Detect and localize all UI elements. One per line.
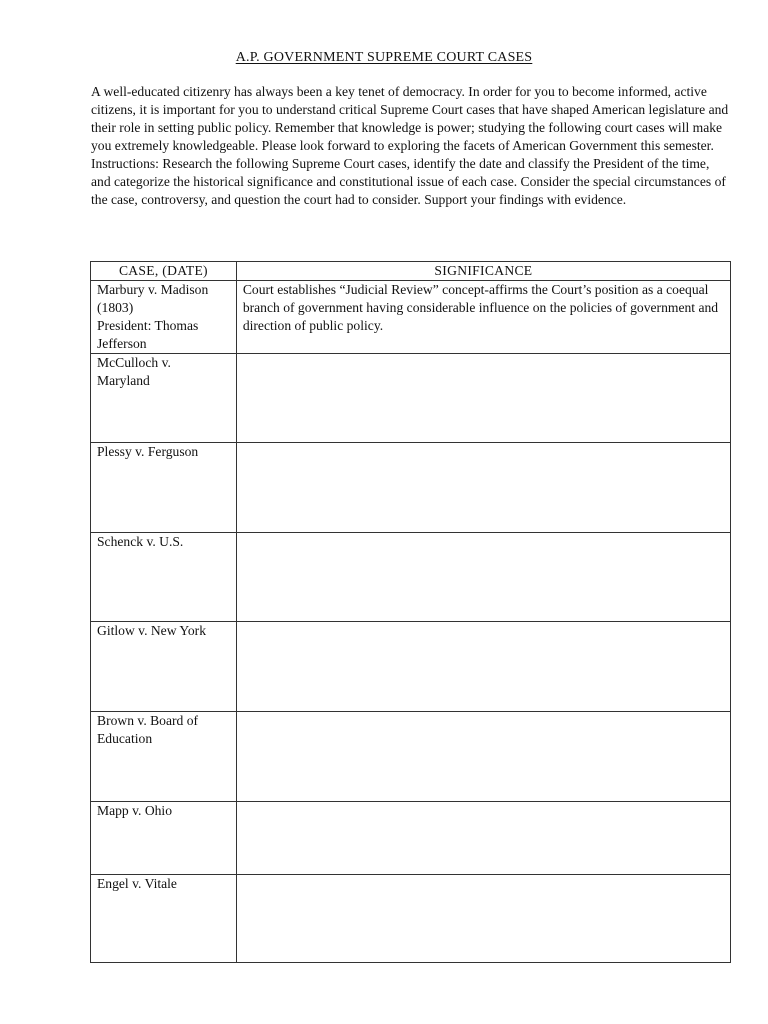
table-header-row (91, 262, 731, 281)
case-cell (91, 802, 237, 875)
table-row (91, 281, 731, 354)
significance-cell[interactable] (236, 533, 730, 622)
case-name-line: Plessy v. Ferguson (97, 444, 199, 459)
case-name-line: Engel v. Vitale (97, 876, 177, 891)
intro-text (91, 83, 731, 209)
intro-paragraph: A well-educated citizenry has always been a key tenet of democracy. In order for you to become informed, active citizens, it is important for you to understand critical Supreme Court cases that have shaped American legislature and their role in setting public policy. Remember that knowledge is power; studying the following court cases will make you extremely knowledgeable. Please look forward to exploring the facets of American Government this semester. (91, 84, 729, 153)
case-cell (91, 712, 237, 802)
case-president-line: President: Thomas (97, 318, 199, 333)
case-cell (91, 533, 237, 622)
case-name-line: Brown v. Board of (97, 713, 199, 728)
case-cell (91, 622, 237, 712)
case-cell (91, 443, 237, 533)
significance-cell[interactable] (236, 354, 730, 443)
case-name-line: Marbury v. Madison (97, 282, 209, 297)
case-date-line: (1803) (97, 300, 134, 315)
case-name-line: Education (97, 731, 153, 746)
case-name-line: Schenck v. U.S. (97, 534, 184, 549)
table-row (91, 533, 731, 622)
significance-header: SIGNIFICANCE (236, 262, 730, 281)
significance-cell[interactable] (236, 712, 730, 802)
table-row (91, 622, 731, 712)
table-row (91, 354, 731, 443)
significance-cell[interactable] (236, 443, 730, 533)
table-row (91, 875, 731, 963)
table-row (91, 712, 731, 802)
page-title: A.P. GOVERNMENT SUPREME COURT CASES (235, 50, 533, 65)
significance-cell[interactable] (236, 622, 730, 712)
case-cell (91, 281, 237, 354)
case-president-line: Jefferson (97, 336, 147, 351)
significance-cell[interactable] (236, 875, 730, 963)
table-row (91, 802, 731, 875)
significance-cell[interactable] (236, 802, 730, 875)
case-date-header: CASE, (DATE) (91, 262, 237, 281)
table-row (91, 443, 731, 533)
case-name-line: Mapp v. Ohio (97, 803, 173, 818)
case-name-line: Gitlow v. New York (97, 623, 207, 638)
case-name-line: McCulloch v. (97, 355, 171, 370)
case-name-line: Maryland (97, 373, 150, 388)
case-cell (91, 875, 237, 963)
instructions-paragraph: Instructions: Research the following Supreme Court cases, identify the date and classify the President of the time, and categorize the historical significance and constitutional issue of each case. Consider the special circumstances of the case, controversy, and question the court had to consider. Support your findings with evidence. (91, 156, 726, 207)
significance-cell[interactable]: Court establishes “Judicial Review” concept-affirms the Court’s position as a coequal branch of government having considerable influence on the policies of government and direction of public policy. (236, 281, 730, 354)
court-cases-table (90, 261, 731, 963)
case-cell (91, 354, 237, 443)
